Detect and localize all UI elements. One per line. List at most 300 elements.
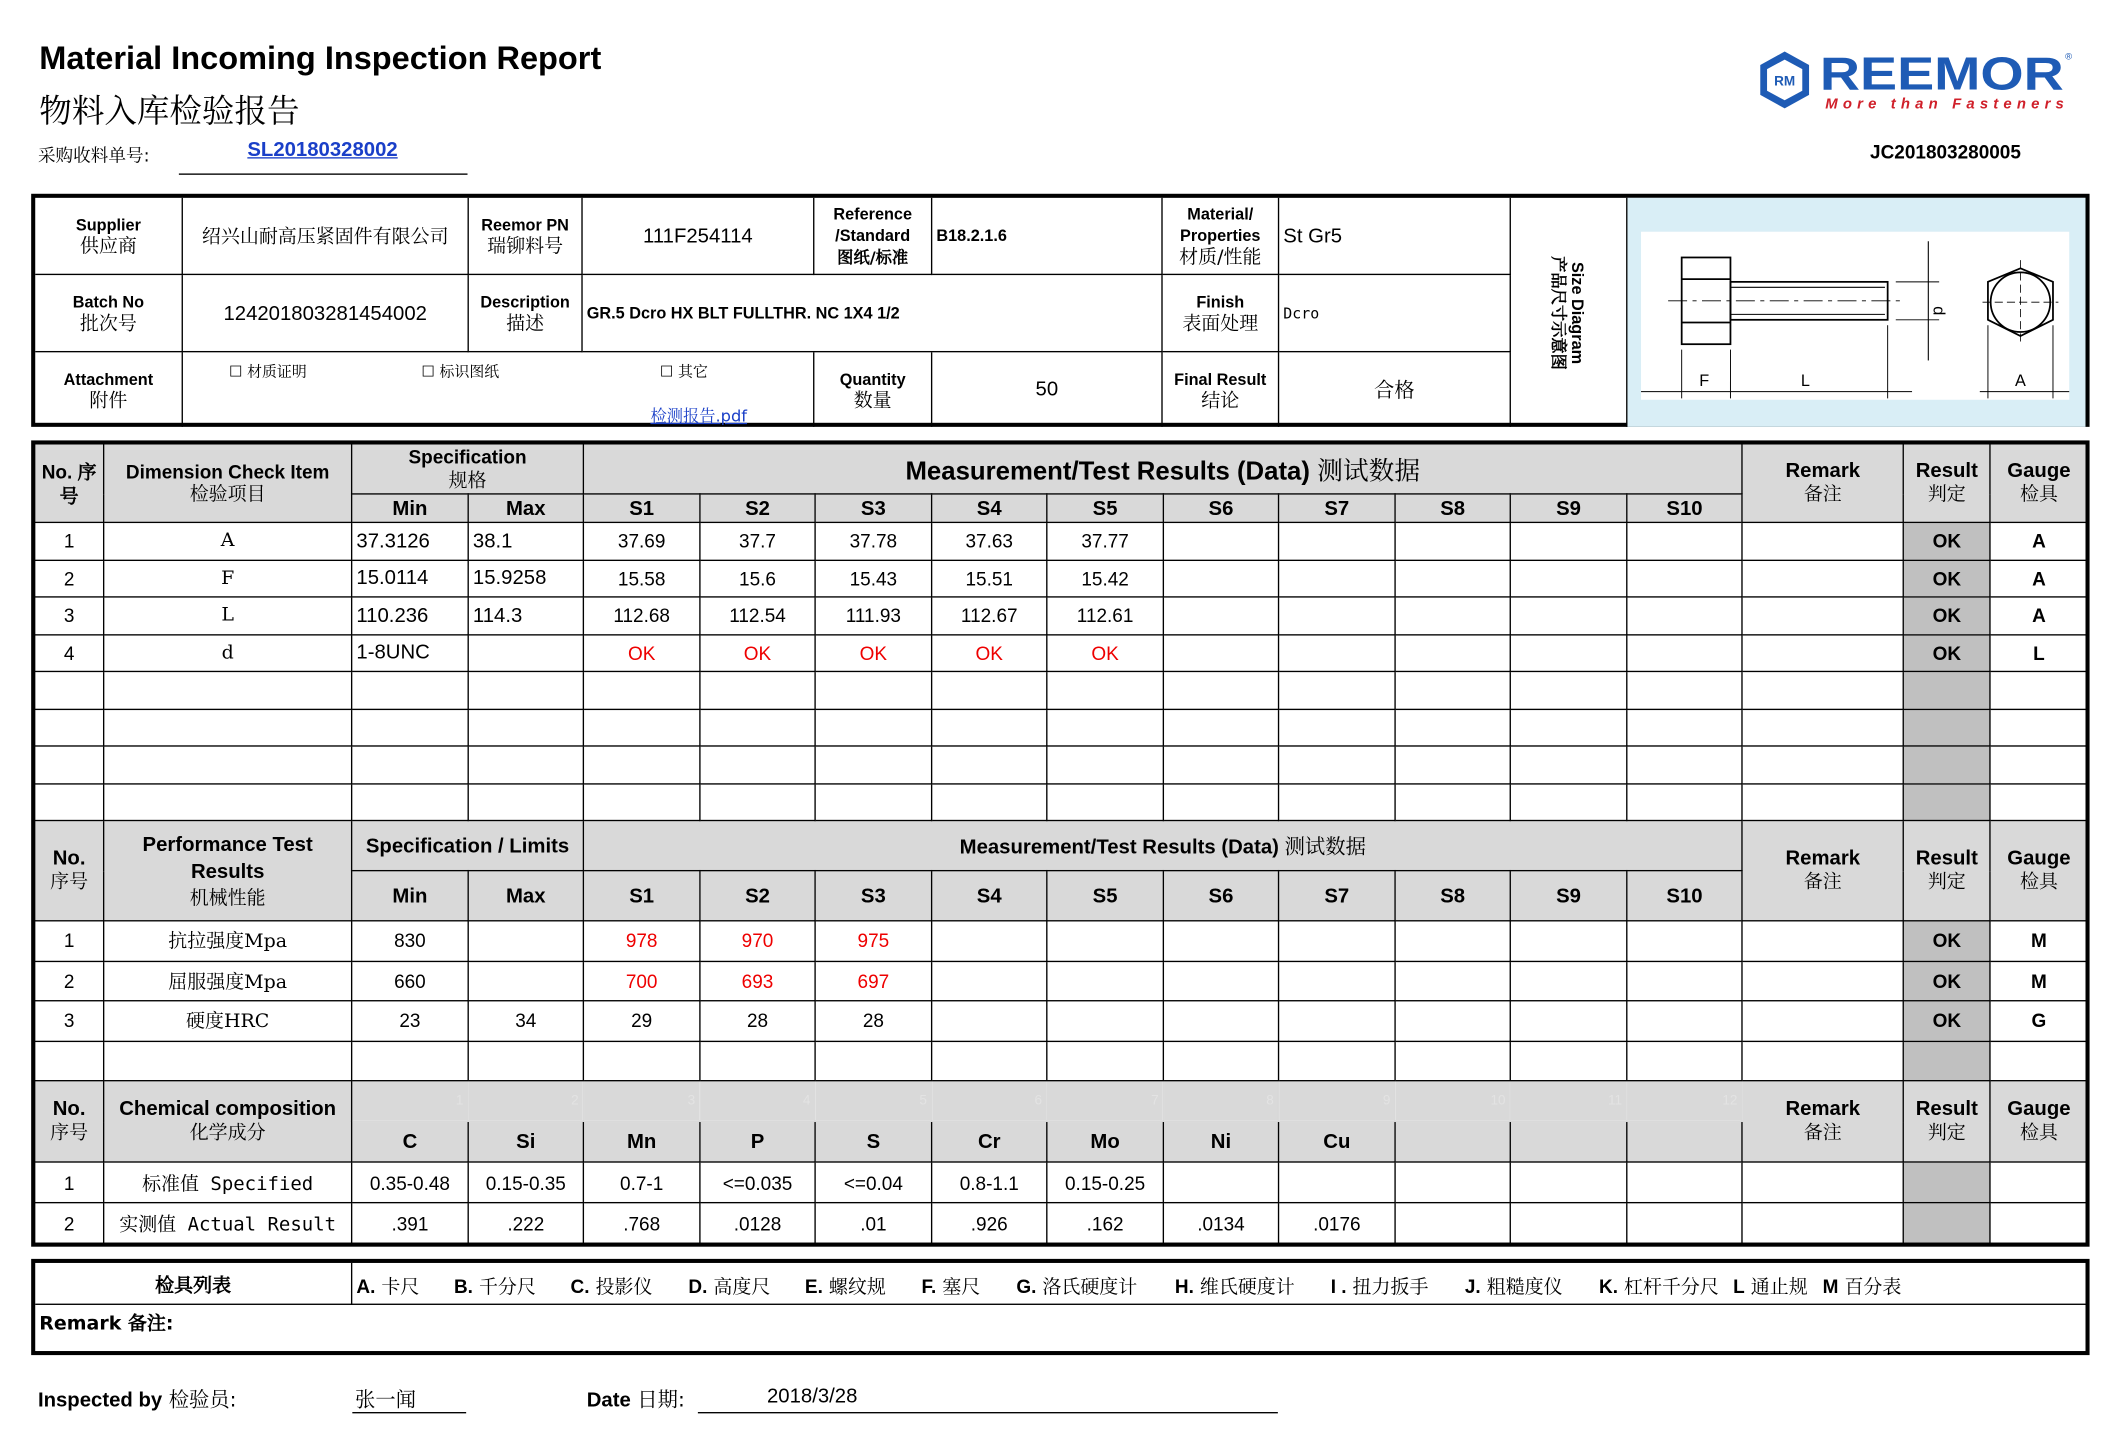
reference-label: Reference /Standard 图纸/标准 [814, 198, 932, 275]
dim-row-s6 [1163, 560, 1278, 597]
dim-row-gauge: A [1990, 560, 2088, 597]
chem-remark-header: Remark 备注 [1742, 1081, 1903, 1162]
chem-row-si: .222 [468, 1203, 583, 1244]
dim-row-s10 [1627, 634, 1742, 671]
table-row [35, 597, 2088, 634]
dim-row-s9 [1510, 522, 1627, 559]
final-result-label: Final Result 结论 [1163, 352, 1280, 427]
perf-row-s1: 978 [583, 921, 700, 961]
final-result-value: 合格 [1279, 352, 1511, 427]
chem-row-mn: .768 [583, 1203, 700, 1244]
empty-cell [352, 783, 469, 820]
empty-cell [352, 709, 469, 746]
perf-item-header: Performance Test Results 机械性能 [104, 821, 352, 921]
svg-text:RM: RM [1774, 73, 1796, 89]
perf-sample-header-s3: S3 [815, 871, 932, 921]
dim-row-s2: 15.6 [700, 560, 815, 597]
empty-cell [104, 746, 352, 783]
empty-cell [352, 671, 469, 708]
po-label: 采购收料单号: [37, 146, 150, 167]
dim-row-s3: 37.78 [815, 522, 932, 559]
empty-cell [583, 746, 700, 783]
perf-gauge-header: Gauge 检具 [1990, 821, 2088, 921]
chem-gauge-header: Gauge 检具 [1990, 1081, 2088, 1162]
dim-min-header: Min [352, 494, 469, 522]
dim-sample-header-s8: S8 [1395, 494, 1510, 522]
quantity-value: 50 [932, 352, 1162, 427]
empty-cell [1047, 671, 1164, 708]
chem-element-c: C [352, 1121, 469, 1162]
table-row [35, 1203, 2088, 1244]
perf-row-s6 [1163, 921, 1278, 961]
description-value: GR.5 Dcro HX BLT FULLTHR. NC 1X4 1/2 [583, 275, 1163, 352]
empty-cell [1510, 1203, 1627, 1244]
empty-cell [700, 1041, 815, 1081]
perf-row-remark [1742, 1001, 1903, 1041]
chem-row-cu: .0176 [1279, 1203, 1396, 1244]
dim-row-item: d [104, 634, 352, 671]
chem-row-cr: 0.8-1.1 [932, 1162, 1047, 1203]
dim-row-max: 15.9258 [468, 560, 583, 597]
perf-empty-result [1903, 1041, 1990, 1081]
batch-label: Batch No 批次号 [35, 275, 183, 352]
dim-empty-result [1903, 709, 1990, 746]
empty-cell [700, 709, 815, 746]
table-row-empty [35, 709, 2088, 746]
dim-row-item: A [104, 522, 352, 559]
dim-row-s5: 37.77 [1047, 522, 1164, 559]
empty-cell [1279, 1041, 1396, 1081]
chem-faint-number: 7 [1047, 1081, 1164, 1122]
perf-row-gauge: G [1990, 1001, 2088, 1041]
dim-no-header: No. 序号 [35, 444, 104, 523]
dim-row-s6 [1163, 634, 1278, 671]
dim-row-remark [1742, 560, 1903, 597]
perf-row-s6 [1163, 1001, 1278, 1041]
empty-cell [35, 671, 104, 708]
dim-sample-header-s10: S10 [1627, 494, 1742, 522]
perf-row-s8 [1395, 921, 1510, 961]
empty-cell [352, 746, 469, 783]
dim-row-result: OK [1903, 634, 1990, 671]
chem-faint-number: 1 [352, 1081, 469, 1122]
dim-sample-header-s1: S1 [583, 494, 700, 522]
quantity-label: Quantity 数量 [814, 352, 932, 427]
empty-cell [1047, 746, 1164, 783]
dim-row-remark [1742, 522, 1903, 559]
chem-element-ni: Ni [1163, 1121, 1278, 1162]
perf-row-s5 [1047, 921, 1164, 961]
dim-row-s4: 112.67 [932, 597, 1047, 634]
dim-row-s7 [1279, 634, 1396, 671]
dim-row-min: 1-8UNC [352, 634, 469, 671]
chem-row-cr: .926 [932, 1203, 1047, 1244]
gauge-list [31, 1259, 2089, 1355]
dim-row-remark [1742, 597, 1903, 634]
perf-row-min: 830 [352, 921, 469, 961]
dim-sample-header-s5: S5 [1047, 494, 1164, 522]
empty-cell [35, 746, 104, 783]
chem-row-mn: 0.7-1 [583, 1162, 700, 1203]
dim-empty-gauge [1990, 709, 2088, 746]
empty-cell [104, 1041, 352, 1081]
attach-option-other[interactable]: ☐ 其它 [659, 363, 708, 381]
chem-item-header: Chemical composition 化学成分 [104, 1081, 352, 1162]
table-row-empty [35, 746, 2088, 783]
attach-option-cert[interactable]: ☐ 材质证明 [229, 363, 307, 381]
svg-text:®: ® [2065, 51, 2073, 63]
dim-row-s3: OK [815, 634, 932, 671]
inspector-value: 张一闻 [355, 1387, 417, 1413]
dim-row-no: 4 [35, 634, 104, 671]
empty-cell [1163, 783, 1278, 820]
perf-row-s8 [1395, 1001, 1510, 1041]
table-row-empty [35, 783, 2088, 820]
perf-max-header: Max [468, 871, 583, 921]
chem-element-si: Si [468, 1121, 583, 1162]
empty-cell [1627, 1041, 1742, 1081]
perf-row-remark [1742, 961, 1903, 1001]
chem-row-result [1903, 1162, 1990, 1203]
gauge-list-row [35, 1263, 2085, 1305]
empty-cell [1510, 783, 1627, 820]
supplier-value: 绍兴山耐高压紧固件有限公司 [183, 198, 469, 275]
dim-row-max: 114.3 [468, 597, 583, 634]
dim-row-s8 [1395, 634, 1510, 671]
chem-element-mn: Mn [583, 1121, 700, 1162]
dim-row-s10 [1627, 560, 1742, 597]
empty-cell [468, 671, 583, 708]
dim-row-s4: OK [932, 634, 1047, 671]
dim-max-header: Max [468, 494, 583, 522]
dim-result-header: Result 判定 [1903, 444, 1990, 523]
dim-row-s8 [1395, 522, 1510, 559]
table-row [35, 1162, 2088, 1203]
chem-row-p: .0128 [700, 1203, 815, 1244]
empty-cell [815, 746, 932, 783]
chem-row-mo: 0.15-0.25 [1047, 1162, 1164, 1203]
chem-row-remark [1742, 1162, 1903, 1203]
chem-row-no: 2 [35, 1203, 104, 1244]
description-label: Description 描述 [469, 275, 583, 352]
dim-row-no: 2 [35, 560, 104, 597]
po-underline [179, 173, 468, 174]
chem-row-mo: .162 [1047, 1203, 1164, 1244]
diagram-label-a: A [2015, 372, 2026, 391]
chem-element-mo: Mo [1047, 1121, 1164, 1162]
dim-row-result: OK [1903, 560, 1990, 597]
empty-cell [932, 709, 1047, 746]
perf-row-s5 [1047, 961, 1164, 1001]
empty-cell [700, 671, 815, 708]
empty-cell [815, 783, 932, 820]
perf-row-max [468, 961, 583, 1001]
gauge-item: C. 投影仪 [570, 1275, 653, 1299]
perf-remark-header: Remark 备注 [1742, 821, 1903, 921]
size-diagram [1627, 198, 2085, 427]
dim-row-s4: 37.63 [932, 522, 1047, 559]
empty-cell [932, 671, 1047, 708]
chem-faint-number: 9 [1279, 1081, 1396, 1122]
empty-cell [468, 1041, 583, 1081]
dim-empty-result [1903, 783, 1990, 820]
dim-row-s8 [1395, 597, 1510, 634]
perf-sample-header-s4: S4 [932, 871, 1047, 921]
chem-row-gauge [1990, 1162, 2088, 1203]
dim-row-min: 37.3126 [352, 522, 469, 559]
dim-row-s1: 112.68 [583, 597, 700, 634]
empty-cell [583, 783, 700, 820]
chem-no-header: No. 序号 [35, 1081, 104, 1162]
perf-row-remark [1742, 921, 1903, 961]
chem-row-item: 实测值 Actual Result [104, 1203, 352, 1244]
empty-cell [583, 709, 700, 746]
chem-row-ni: .0134 [1163, 1203, 1278, 1244]
dim-row-result: OK [1903, 597, 1990, 634]
dim-row-s1: OK [583, 634, 700, 671]
empty-cell [468, 709, 583, 746]
perf-row-item: 硬度HRC [104, 1001, 352, 1041]
empty-cell [352, 1041, 469, 1081]
table-row-empty [35, 1041, 2088, 1081]
dim-empty-result [1903, 746, 1990, 783]
dim-sample-header-s7: S7 [1279, 494, 1396, 522]
dim-row-s7 [1279, 560, 1396, 597]
gauge-item: G. 洛氏硬度计 [1016, 1275, 1138, 1299]
perf-row-result: OK [1903, 961, 1990, 1001]
empty-cell [1279, 709, 1396, 746]
table-row [35, 1001, 2088, 1041]
chem-row-gauge [1990, 1203, 2088, 1244]
perf-sample-header-s8: S8 [1395, 871, 1510, 921]
perf-empty-remark [1742, 1041, 1903, 1081]
gauge-item: J. 粗糙度仪 [1464, 1275, 1563, 1299]
empty-cell [815, 1041, 932, 1081]
chem-element-blank [1627, 1121, 1742, 1162]
empty-cell [1395, 1203, 1510, 1244]
dim-row-s3: 15.43 [815, 560, 932, 597]
dim-row-s2: 37.7 [700, 522, 815, 559]
dim-sample-header-s2: S2 [700, 494, 815, 522]
supplier-label: Supplier 供应商 [35, 198, 183, 275]
empty-cell [1395, 1162, 1510, 1203]
empty-cell [1395, 671, 1510, 708]
perf-row-s8 [1395, 961, 1510, 1001]
chem-faint-number: 10 [1395, 1081, 1510, 1122]
reemor-logo [1755, 49, 2075, 117]
chem-row-p: <=0.035 [700, 1162, 815, 1203]
empty-cell [1279, 671, 1396, 708]
perf-row-s2: 970 [700, 921, 815, 961]
perf-row-s7 [1279, 961, 1396, 1001]
empty-cell [815, 709, 932, 746]
perf-empty-gauge [1990, 1041, 2088, 1081]
perf-row-max: 34 [468, 1001, 583, 1041]
chem-element-cu: Cu [1279, 1121, 1396, 1162]
gauge-item: L 通止规 [1733, 1275, 1808, 1299]
empty-cell [1627, 709, 1742, 746]
empty-cell [815, 671, 932, 708]
perf-row-s4 [932, 961, 1047, 1001]
chem-row-s: .01 [815, 1203, 932, 1244]
chem-row-no: 1 [35, 1162, 104, 1203]
dim-row-gauge: A [1990, 597, 2088, 634]
dim-row-no: 1 [35, 522, 104, 559]
empty-cell [1163, 709, 1278, 746]
perf-sample-header-s6: S6 [1163, 871, 1278, 921]
dim-sample-header-s6: S6 [1163, 494, 1278, 522]
perf-row-s1: 700 [583, 961, 700, 1001]
dim-sample-header-s4: S4 [932, 494, 1047, 522]
perf-row-item: 屈服强度Mpa [104, 961, 352, 1001]
svg-text:More than Fasteners: More than Fasteners [1825, 96, 2064, 113]
chem-row-c: .391 [352, 1203, 469, 1244]
dim-row-no: 3 [35, 597, 104, 634]
dim-row-s9 [1510, 597, 1627, 634]
empty-cell [1627, 671, 1742, 708]
dim-measurement-header: Measurement/Test Results (Data) 测试数据 [583, 444, 1742, 494]
chem-row-c: 0.35-0.48 [352, 1162, 469, 1203]
svg-text:REEMOR: REEMOR [1819, 48, 2064, 100]
empty-cell [700, 746, 815, 783]
gauge-item: M 百分表 [1822, 1275, 1902, 1299]
perf-row-result: OK [1903, 1001, 1990, 1041]
attachment-pdf-link[interactable]: 检测报告.pdf [650, 406, 748, 426]
perf-spec-header: Specification / Limits [352, 821, 584, 871]
dim-row-s2: 112.54 [700, 597, 815, 634]
chem-faint-number: 8 [1163, 1081, 1278, 1122]
perf-row-no: 2 [35, 961, 104, 1001]
empty-cell [1395, 709, 1510, 746]
empty-cell [1395, 1041, 1510, 1081]
dim-row-remark [1742, 634, 1903, 671]
gauge-item: B. 千分尺 [453, 1275, 536, 1299]
dim-remark-header: Remark 备注 [1742, 444, 1903, 523]
perf-row-s7 [1279, 1001, 1396, 1041]
dim-row-gauge: L [1990, 634, 2088, 671]
perf-row-no: 1 [35, 921, 104, 961]
empty-cell [583, 671, 700, 708]
bolt-diagram [1627, 198, 2085, 427]
empty-cell [1510, 1041, 1627, 1081]
empty-cell [1047, 709, 1164, 746]
dim-row-max [468, 634, 583, 671]
perf-row-s4 [932, 1001, 1047, 1041]
size-diagram-label: Size Diagram 产品尺寸示意图 [1511, 198, 1628, 427]
perf-sample-header-s7: S7 [1279, 871, 1396, 921]
empty-cell [1163, 1041, 1278, 1081]
dim-row-s2: OK [700, 634, 815, 671]
chem-row-cu [1279, 1162, 1396, 1203]
date-value: 2018/3/28 [766, 1384, 858, 1408]
perf-row-s10 [1627, 921, 1742, 961]
chem-faint-number: 2 [468, 1081, 583, 1122]
dim-empty-result [1903, 671, 1990, 708]
dim-spec-header: Specification 规格 [352, 444, 584, 494]
empty-cell [104, 709, 352, 746]
finish-label: Finish 表面处理 [1163, 275, 1280, 352]
report-title-cn: 物料入库检验报告 [39, 92, 300, 131]
perf-measurement-header: Measurement/Test Results (Data) 测试数据 [583, 821, 1742, 871]
dim-row-s5: 15.42 [1047, 560, 1164, 597]
empty-cell [700, 783, 815, 820]
date-label: Date 日期: [586, 1387, 685, 1413]
gauge-list-title: 检具列表 [35, 1263, 352, 1305]
pn-label: Reemor PN 瑞铆料号 [469, 198, 583, 275]
material-value: St Gr5 [1279, 198, 1511, 275]
chem-row-item: 标准值 Specified [104, 1162, 352, 1203]
diagram-label-l: L [1800, 372, 1810, 391]
dim-row-s6 [1163, 597, 1278, 634]
empty-cell [1627, 783, 1742, 820]
inspection-table [34, 443, 2089, 1244]
gauge-item: I . 扭力扳手 [1330, 1275, 1429, 1299]
empty-cell [468, 783, 583, 820]
dim-row-s10 [1627, 522, 1742, 559]
chem-element-p: P [700, 1121, 815, 1162]
empty-cell [583, 1041, 700, 1081]
chem-row-si: 0.15-0.35 [468, 1162, 583, 1203]
empty-cell [1163, 746, 1278, 783]
chem-faint-number: 5 [815, 1081, 932, 1122]
attach-option-drawing[interactable]: ☐ 标识图纸 [421, 363, 500, 381]
perf-sample-header-s9: S9 [1510, 871, 1627, 921]
dim-row-s1: 37.69 [583, 522, 700, 559]
perf-row-s10 [1627, 1001, 1742, 1041]
empty-cell [932, 783, 1047, 820]
remark-label: Remark 备注: [39, 1313, 174, 1335]
attachment-options [183, 352, 814, 427]
chem-row-remark [1742, 1203, 1903, 1244]
empty-cell [1510, 709, 1627, 746]
empty-cell [1279, 746, 1396, 783]
perf-row-gauge: M [1990, 921, 2088, 961]
po-number-link[interactable]: SL20180328002 [247, 138, 398, 162]
empty-cell [1510, 671, 1627, 708]
inspector-line [352, 1412, 466, 1413]
chem-element-blank [1395, 1121, 1510, 1162]
perf-sample-header-s10: S10 [1627, 871, 1742, 921]
chem-faint-number: 11 [1510, 1081, 1627, 1122]
perf-row-max [468, 921, 583, 961]
dim-row-max: 38.1 [468, 522, 583, 559]
dim-empty-gauge [1990, 783, 2088, 820]
table-row [35, 634, 2088, 671]
empty-cell [1510, 1162, 1627, 1203]
chem-element-blank [1510, 1121, 1627, 1162]
gauge-item: H. 维氏硬度计 [1174, 1275, 1295, 1299]
chem-element-s: S [815, 1121, 932, 1162]
empty-cell [35, 783, 104, 820]
gauge-item: E. 螺纹规 [804, 1275, 886, 1299]
empty-cell [35, 709, 104, 746]
material-label: Material/ Properties 材质/性能 [1163, 198, 1280, 275]
dim-row-s7 [1279, 597, 1396, 634]
perf-row-min: 660 [352, 961, 469, 1001]
perf-row-s3: 975 [815, 921, 932, 961]
dim-row-result: OK [1903, 522, 1990, 559]
empty-cell [932, 746, 1047, 783]
perf-row-s3: 697 [815, 961, 932, 1001]
inspector-label: Inspected by 检验员: [37, 1387, 237, 1413]
chem-row-ni [1163, 1162, 1278, 1203]
dim-row-s5: 112.61 [1047, 597, 1164, 634]
dim-row-item: L [104, 597, 352, 634]
dim-empty-remark [1742, 783, 1903, 820]
pn-value: 111F254114 [583, 198, 815, 275]
perf-row-s5 [1047, 1001, 1164, 1041]
dim-empty-remark [1742, 709, 1903, 746]
